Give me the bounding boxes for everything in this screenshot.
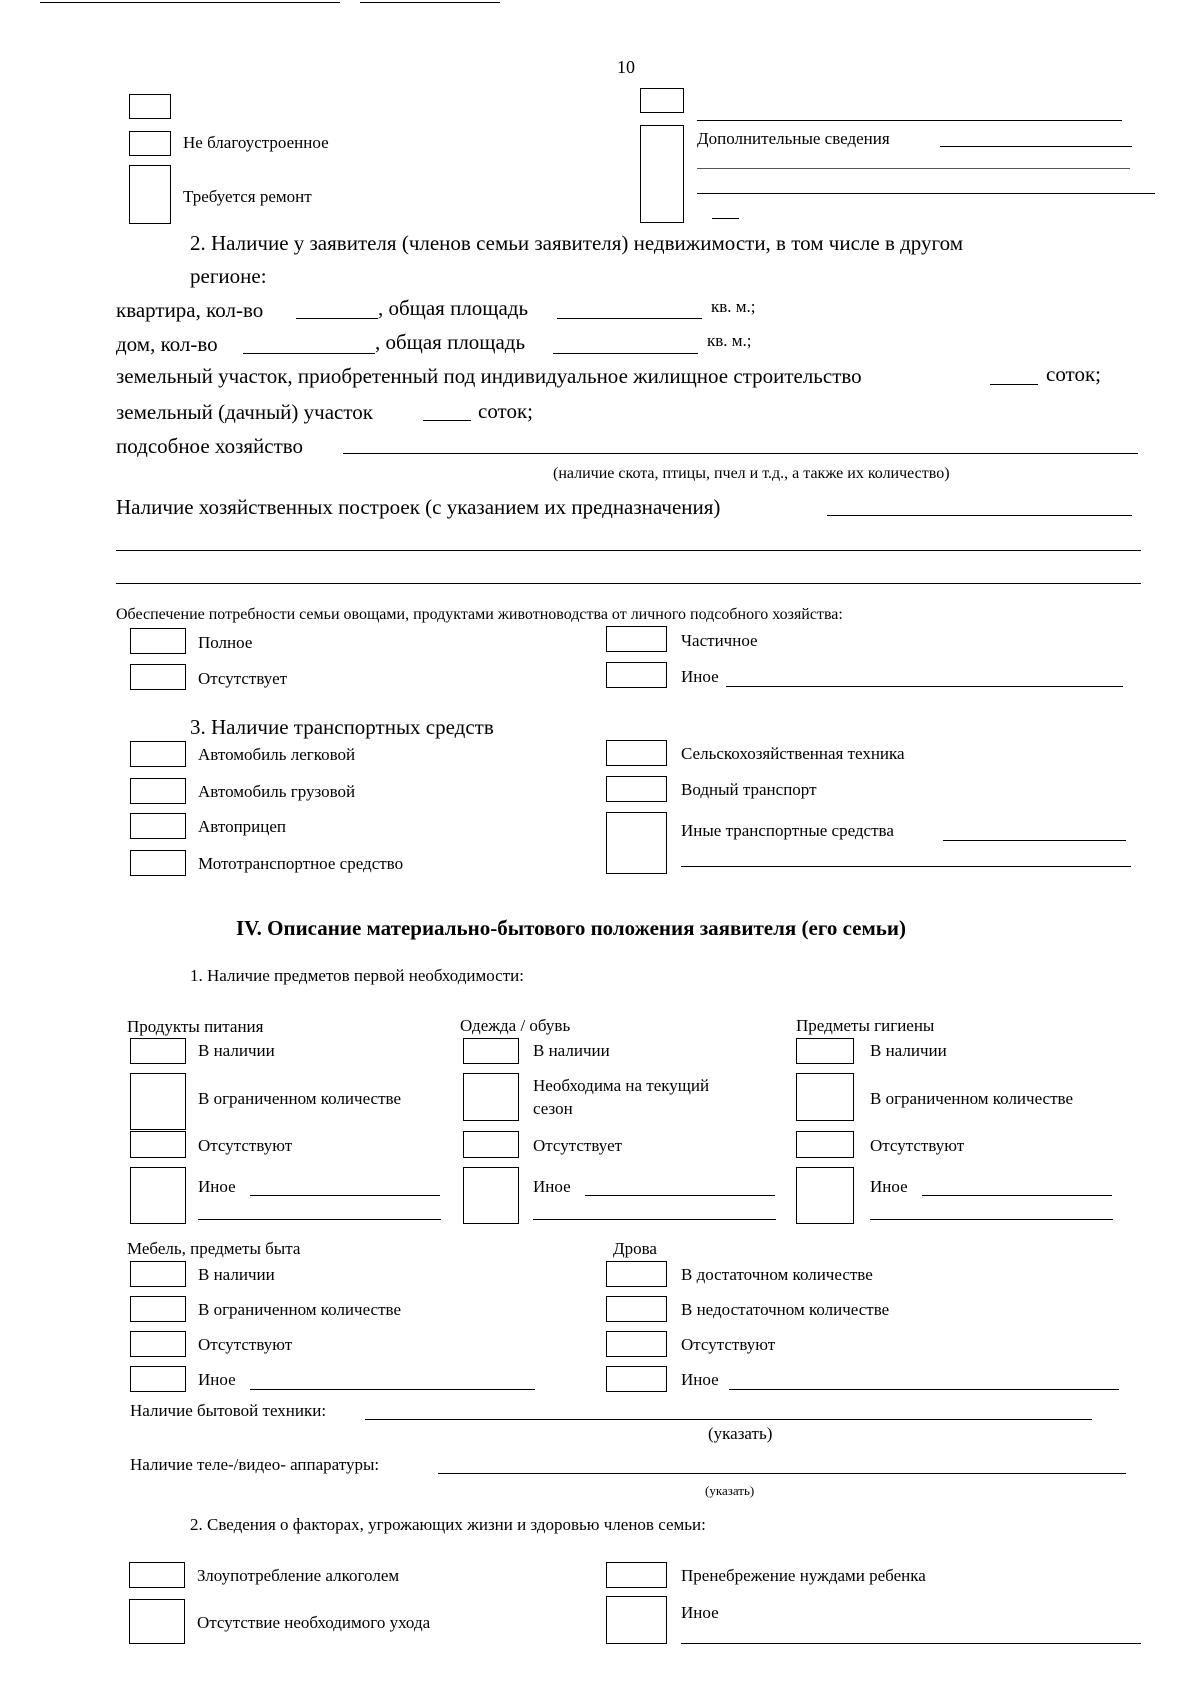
checkbox[interactable] xyxy=(129,94,171,119)
firewood-other-field[interactable] xyxy=(729,1389,1119,1390)
hint-subsidiary-farm: (наличие скота, птицы, пчел и т.д., а также их количество) xyxy=(553,465,950,482)
label-apartment: квартира, кол-во xyxy=(116,298,264,322)
checkbox-furniture-available[interactable] xyxy=(130,1261,186,1287)
checkbox-food-limited[interactable] xyxy=(130,1073,186,1130)
label-provision-other: Иное xyxy=(681,667,719,686)
checkbox-clothes-needed[interactable] xyxy=(463,1073,519,1121)
label-outbuildings: Наличие хозяйственных построек (с указанием их предназначения) xyxy=(116,495,721,519)
clothes-other-field[interactable] xyxy=(533,1219,776,1220)
label-tv-video: Наличие теле-/видео- аппаратуры: xyxy=(130,1455,380,1474)
label-other-vehicles: Иные транспортные средства xyxy=(681,821,894,840)
label-trailer: Автоприцеп xyxy=(198,817,287,836)
label-hygiene-limited: В ограниченном количестве xyxy=(870,1089,1073,1108)
label-firewood-absent: Отсутствуют xyxy=(681,1335,776,1354)
label-moto: Мототранспортное средство xyxy=(198,854,404,873)
label-agri: Сельскохозяйственная техника xyxy=(681,744,905,763)
label-house-area: , общая площадь xyxy=(375,330,526,354)
page-number: 10 xyxy=(617,57,635,77)
other-vehicles-field[interactable] xyxy=(681,866,1131,867)
label-food-absent: Отсутствуют xyxy=(198,1136,293,1155)
factors-other-field[interactable] xyxy=(681,1643,1141,1644)
checkbox-provision-absent[interactable] xyxy=(130,664,186,690)
label-alcohol: Злоупотребление алкоголем xyxy=(197,1566,400,1585)
label-clothes-needed-cont: сезон xyxy=(533,1099,573,1118)
outbuildings-field[interactable] xyxy=(116,583,1141,584)
checkbox[interactable] xyxy=(640,88,684,113)
header-food: Продукты питания xyxy=(127,1017,264,1036)
checkbox-food-available[interactable] xyxy=(130,1038,186,1064)
checkbox-trailer[interactable] xyxy=(130,813,186,839)
hint-specify: (указать) xyxy=(708,1424,773,1443)
blank-line xyxy=(712,218,739,219)
checkbox-firewood-enough[interactable] xyxy=(606,1261,667,1287)
label-furniture-available: В наличии xyxy=(198,1265,275,1284)
furniture-other-field[interactable] xyxy=(250,1389,535,1390)
section4-item2: 2. Сведения о факторах, угрожающих жизни и здоровью членов семьи: xyxy=(190,1515,706,1534)
additional-info-field[interactable] xyxy=(940,146,1132,147)
label-firewood-not-enough: В недостаточном количестве xyxy=(681,1300,890,1319)
label-clothes-available: В наличии xyxy=(533,1041,610,1060)
label-appliances: Наличие бытовой техники: xyxy=(130,1401,327,1420)
checkbox-furniture-absent[interactable] xyxy=(130,1331,186,1357)
checkbox-hygiene-other[interactable] xyxy=(796,1167,854,1224)
plot-ijs-field[interactable] xyxy=(990,384,1038,385)
label-food-limited: В ограниченном количестве xyxy=(198,1089,401,1108)
outbuildings-field[interactable] xyxy=(827,515,1132,516)
checkbox-provision-partial[interactable] xyxy=(606,626,667,652)
checkbox-water[interactable] xyxy=(606,776,667,802)
checkbox-not-improved[interactable] xyxy=(129,131,171,156)
checkbox-agri[interactable] xyxy=(606,740,667,766)
checkbox-car[interactable] xyxy=(130,741,186,767)
checkbox-hygiene-available[interactable] xyxy=(796,1038,854,1064)
label-plot-ijs: земельный участок, приобретенный под индивидуальное жилищное строительство xyxy=(116,364,862,388)
checkbox-firewood-not-enough[interactable] xyxy=(606,1296,667,1322)
label-truck: Автомобиль грузовой xyxy=(198,782,356,801)
blank-line xyxy=(697,120,1122,121)
checkbox-food-absent[interactable] xyxy=(130,1131,186,1158)
label-dacha-plot: земельный (дачный) участок xyxy=(116,400,373,424)
section4-title: IV. Описание материально-бытового положения заявителя (его семьи) xyxy=(236,916,906,940)
label-provision-partial: Частичное xyxy=(681,631,758,650)
unit-sq-m: кв. м.; xyxy=(711,297,756,316)
label-clothes-other: Иное xyxy=(533,1177,571,1196)
house-count-field[interactable] xyxy=(243,353,375,354)
checkbox-neglect[interactable] xyxy=(606,1562,667,1588)
outbuildings-field[interactable] xyxy=(116,550,1141,551)
label-additional-info: Дополнительные сведения xyxy=(697,129,890,148)
label-clothes-absent: Отсутствует xyxy=(533,1136,623,1155)
label-not-improved: Не благоустроенное xyxy=(183,133,329,152)
checkbox-clothes-other[interactable] xyxy=(463,1167,519,1224)
checkbox-clothes-absent[interactable] xyxy=(463,1131,519,1158)
top-edge-line xyxy=(40,2,340,3)
label-house: дом, кол-во xyxy=(116,332,218,356)
checkbox-hygiene-limited[interactable] xyxy=(796,1073,854,1121)
hint-specify-small: (указать) xyxy=(705,1483,755,1498)
other-vehicles-field[interactable] xyxy=(943,840,1126,841)
label-factors-other: Иное xyxy=(681,1603,719,1622)
checkbox-needs-repair[interactable] xyxy=(129,165,171,224)
label-furniture-other: Иное xyxy=(198,1370,236,1389)
additional-info-field[interactable] xyxy=(697,193,1155,194)
checkbox-provision-full[interactable] xyxy=(130,628,186,654)
label-hygiene-available: В наличии xyxy=(870,1041,947,1060)
label-hygiene-absent: Отсутствуют xyxy=(870,1136,965,1155)
section2-heading: 2. Наличие у заявителя (членов семьи заявителя) недвижимости, в том числе в другом xyxy=(190,231,963,255)
section2-heading-cont: регионе: xyxy=(190,264,267,288)
top-edge-line xyxy=(360,2,500,3)
provision-other-field[interactable] xyxy=(726,686,1123,687)
food-other-field[interactable] xyxy=(198,1219,441,1220)
clothes-other-field[interactable] xyxy=(585,1195,775,1196)
checkbox-firewood-other[interactable] xyxy=(606,1366,667,1392)
additional-info-field[interactable] xyxy=(697,168,1130,169)
label-needs-repair: Требуется ремонт xyxy=(183,187,312,206)
label-food-other: Иное xyxy=(198,1177,236,1196)
header-hygiene: Предметы гигиены xyxy=(796,1016,935,1035)
checkbox-firewood-absent[interactable] xyxy=(606,1331,667,1357)
subsidiary-farm-field[interactable] xyxy=(343,453,1138,454)
label-provision: Обеспечение потребности семьи овощами, продуктами животноводства от личного подсобного хозяйства: xyxy=(116,606,843,623)
apartment-area-field[interactable] xyxy=(557,318,702,319)
checkbox-furniture-limited[interactable] xyxy=(130,1296,186,1322)
house-area-field[interactable] xyxy=(553,353,698,354)
label-car: Автомобиль легковой xyxy=(198,745,356,764)
food-other-field[interactable] xyxy=(250,1195,440,1196)
header-clothes: Одежда / обувь xyxy=(460,1016,571,1035)
label-apartment-area: , общая площадь xyxy=(378,296,529,320)
checkbox-furniture-other[interactable] xyxy=(130,1366,186,1392)
checkbox-moto[interactable] xyxy=(130,850,186,876)
hygiene-other-field[interactable] xyxy=(870,1219,1113,1220)
apartment-count-field[interactable] xyxy=(296,318,378,319)
label-water: Водный транспорт xyxy=(681,780,817,799)
tv-video-field[interactable] xyxy=(438,1473,1126,1474)
header-firewood: Дрова xyxy=(613,1239,657,1258)
checkbox-provision-other[interactable] xyxy=(606,662,667,688)
label-food-available: В наличии xyxy=(198,1041,275,1060)
hygiene-other-field[interactable] xyxy=(922,1195,1112,1196)
label-hygiene-other: Иное xyxy=(870,1177,908,1196)
label-furniture-limited: В ограниченном количестве xyxy=(198,1300,401,1319)
label-clothes-needed: Необходима на текущий xyxy=(533,1076,710,1095)
checkbox-hygiene-absent[interactable] xyxy=(796,1131,854,1158)
label-firewood-other: Иное xyxy=(681,1370,719,1389)
section4-item1: 1. Наличие предметов первой необходимости: xyxy=(190,966,524,985)
checkbox-clothes-available[interactable] xyxy=(463,1038,519,1064)
unit-sq-m: кв. м.; xyxy=(707,331,752,350)
dacha-plot-field[interactable] xyxy=(423,420,471,421)
checkbox-alcohol[interactable] xyxy=(129,1562,185,1588)
label-furniture-absent: Отсутствуют xyxy=(198,1335,293,1354)
header-furniture: Мебель, предметы быта xyxy=(127,1239,301,1258)
checkbox-food-other[interactable] xyxy=(130,1167,186,1224)
label-neglect: Пренебрежение нуждами ребенка xyxy=(681,1566,926,1585)
appliances-field[interactable] xyxy=(365,1419,1092,1420)
label-provision-absent: Отсутствует xyxy=(198,669,288,688)
label-subsidiary-farm: подсобное хозяйство xyxy=(116,434,304,458)
checkbox-no-care[interactable] xyxy=(129,1599,185,1644)
checkbox-other-vehicles[interactable] xyxy=(606,812,667,874)
section3-heading: 3. Наличие транспортных средств xyxy=(190,715,494,739)
checkbox-truck[interactable] xyxy=(130,778,186,804)
checkbox-factors-other[interactable] xyxy=(606,1596,667,1644)
label-provision-full: Полное xyxy=(198,633,253,652)
label-no-care: Отсутствие необходимого ухода xyxy=(197,1613,431,1632)
unit-sotok: соток; xyxy=(478,399,533,423)
label-firewood-enough: В достаточном количестве xyxy=(681,1265,873,1284)
unit-sotok: соток; xyxy=(1046,362,1101,386)
checkbox-additional-info[interactable] xyxy=(640,125,684,223)
